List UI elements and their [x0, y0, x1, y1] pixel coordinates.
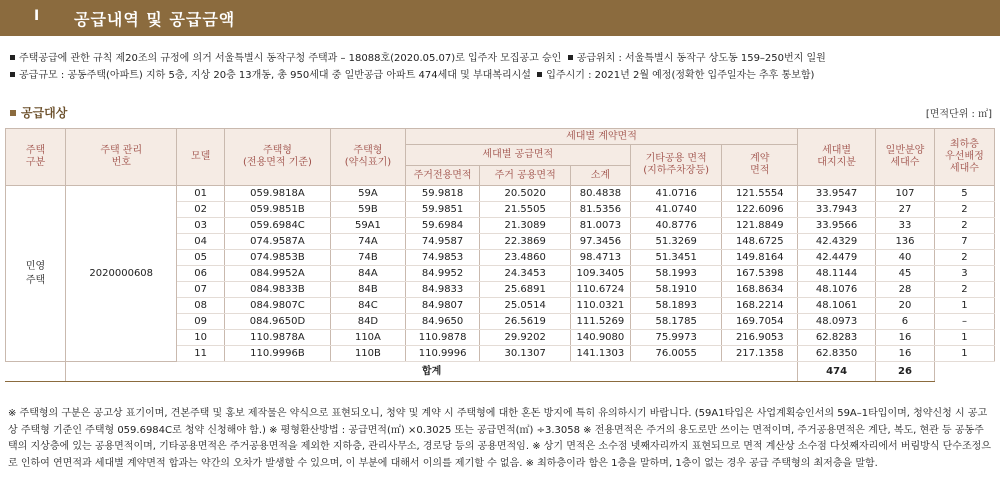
table-row	[6, 186, 995, 202]
cell-common-area: 21.5505	[480, 202, 570, 218]
cell-model: 01	[177, 186, 224, 202]
cell-short-type: 110A	[331, 330, 406, 346]
approval-notes	[10, 50, 995, 84]
cell-exclusive-area: 110.9996	[405, 346, 480, 362]
cell-contract-area: 121.5554	[722, 186, 798, 202]
cell-contract-area: 169.7054	[722, 314, 798, 330]
cell-other-common: 40.8776	[630, 218, 722, 234]
cell-contract-area: 122.6096	[722, 202, 798, 218]
bullet-icon	[10, 55, 15, 60]
cell-land-share: 33.9566	[798, 218, 876, 234]
cell-other-common: 41.0716	[630, 186, 722, 202]
subsection-heading	[10, 104, 67, 121]
cell-exclusive-area: 84.9807	[405, 298, 480, 314]
cell-contract-area: 167.5398	[722, 266, 798, 282]
cell-common-area: 23.4860	[480, 250, 570, 266]
cell-house-type: 110.9878A	[224, 330, 330, 346]
cell-general-units: 28	[876, 282, 935, 298]
cell-short-type: 84D	[331, 314, 406, 330]
note-row-1	[10, 50, 995, 67]
note-move-in: 입주시기 : 2021년 2월 예정(정확한 입주일자는 추후 통보함)	[546, 70, 815, 81]
cell-exclusive-area: 84.9650	[405, 314, 480, 330]
cell-common-area: 22.3869	[480, 234, 570, 250]
total-row	[6, 362, 995, 382]
cell-model: 08	[177, 298, 224, 314]
cell-exclusive-area: 59.9851	[405, 202, 480, 218]
cell-subtotal: 110.0321	[570, 298, 630, 314]
bullet-icon	[537, 72, 542, 77]
header-subtotal: 소계	[570, 166, 630, 186]
cell-other-common: 51.3451	[630, 250, 722, 266]
header-supply-area-group: 세대별 공급면적	[405, 145, 630, 166]
cell-common-area: 25.0514	[480, 298, 570, 314]
cell-model: 03	[177, 218, 224, 234]
cell-common-area: 21.3089	[480, 218, 570, 234]
header-other-common: 기타공용 면적 (지하주차장등)	[630, 145, 722, 186]
cell-land-share: 42.4329	[798, 234, 876, 250]
total-spacer	[6, 362, 66, 382]
header-model: 모델	[177, 129, 224, 186]
bullet-icon	[10, 72, 15, 77]
subsection-title: 공급대상	[21, 106, 68, 120]
header-exclusive-area: 주거전용면적	[405, 166, 480, 186]
cell-contract-area: 168.2214	[722, 298, 798, 314]
cell-house-type: 084.9807C	[224, 298, 330, 314]
cell-other-common: 75.9973	[630, 330, 722, 346]
cell-land-share: 48.0973	[798, 314, 876, 330]
header-short-type: 주택형 (약식표기)	[331, 129, 406, 186]
cell-other-common: 41.0740	[630, 202, 722, 218]
note-scale: 공급규모 : 공동주택(아파트) 지하 5층, 지상 20층 13개동, 총 950세대 중 일반공급 아파트 474세대 및 부대복리시설	[19, 70, 531, 81]
cell-common-area: 30.1307	[480, 346, 570, 362]
section-banner	[0, 0, 1000, 36]
footnote: ※ 주택형의 구분은 공고상 표기이며, 견본주택 및 홍보 제작물은 약식으로 표현되오니, 청약 및 계약 시 주택형에 대한 혼돈 방지에 특히 유의하시기 바랍니다. (59A1타입은 사업계획승인서의 59A–1타입이며, 청약신청 시 공고상 주택형 기준인 주택형 059.6984C로 청약 신청해야 함.) ※ 평형환산방법 : 공급면적(㎡) ×0.3025 또는 공급면적(㎡) ÷3.3058 ※ 전용면적은 주거의 용도로만 쓰이는 면적이며, 주거공용면적은 계단, 복도, 현관 등 공동주택의 지상층에 있는 공용면적이며, 기타공용면적은 주거공용면적을 제외한 지하층, 관리사무소, 경로당 등의 공용면적임. ※ 상기 면적은 소수점 넷째자리까지 표현되므로 면적 계산상 소수점 다섯째자리에서 버림방식 단수조정으로 인하여 연면적과 세대별 계약면적 합과는 약간의 오차가 발생할 수 있으며, 이 부분에 대해서 이의를 제기할 수 없음. ※ 최하층이라 함은 1층을 말하며, 1층이 없는 경우 공급 주택형의 최저층을 말함.	[8, 408, 991, 469]
note-location: 공급위치 : 서울특별시 동작구 상도동 159–250번지 일원	[576, 53, 826, 64]
total-lowest-floor: 26	[876, 362, 935, 382]
cell-other-common: 58.1993	[630, 266, 722, 282]
cell-lowest-floor: 2	[934, 218, 994, 234]
cell-land-share: 33.9547	[798, 186, 876, 202]
note-approval: 주택공급에 관한 규칙 제20조의 규정에 의거 서울특별시 동작구청 주택과 – 18088호(2020.05.07)로 입주자 모집공고 승인	[19, 53, 562, 64]
cell-subtotal: 140.9080	[570, 330, 630, 346]
cell-house-type: 084.9650D	[224, 314, 330, 330]
cell-exclusive-area: 74.9853	[405, 250, 480, 266]
header-contract-area-group: 세대별 계약면적	[405, 129, 797, 145]
cell-subtotal: 109.3405	[570, 266, 630, 282]
cell-short-type: 74B	[331, 250, 406, 266]
cell-model: 05	[177, 250, 224, 266]
cell-subtotal: 141.1303	[570, 346, 630, 362]
cell-land-share: 42.4479	[798, 250, 876, 266]
cell-land-share: 48.1144	[798, 266, 876, 282]
cell-general-units: 16	[876, 330, 935, 346]
area-unit-label: [면적단위 : ㎡]	[925, 109, 992, 120]
cell-short-type: 59B	[331, 202, 406, 218]
cell-general-units: 16	[876, 346, 935, 362]
cell-land-share: 48.1061	[798, 298, 876, 314]
cell-lowest-floor: 2	[934, 250, 994, 266]
cell-other-common: 51.3269	[630, 234, 722, 250]
cell-subtotal: 81.5356	[570, 202, 630, 218]
cell-model: 07	[177, 282, 224, 298]
cell-subtotal: 80.4838	[570, 186, 630, 202]
cell-contract-area: 168.8634	[722, 282, 798, 298]
cell-contract-area: 121.8849	[722, 218, 798, 234]
cell-model: 10	[177, 330, 224, 346]
cell-model: 02	[177, 202, 224, 218]
cell-general-units: 20	[876, 298, 935, 314]
cell-contract-area: 216.9053	[722, 330, 798, 346]
cell-house-type: 059.6984C	[224, 218, 330, 234]
cell-lowest-floor: 2	[934, 202, 994, 218]
cell-land-share: 62.8350	[798, 346, 876, 362]
cell-short-type: 110B	[331, 346, 406, 362]
cell-exclusive-area: 110.9878	[405, 330, 480, 346]
cell-lowest-floor: 1	[934, 346, 994, 362]
cell-subtotal: 81.0073	[570, 218, 630, 234]
square-bullet-icon	[10, 110, 16, 116]
cell-model: 04	[177, 234, 224, 250]
cell-lowest-floor: 5	[934, 186, 994, 202]
section-number: I	[34, 8, 40, 24]
cell-land-share: 33.7943	[798, 202, 876, 218]
supply-table	[5, 128, 995, 382]
cell-general-units: 33	[876, 218, 935, 234]
cell-common-area: 24.3453	[480, 266, 570, 282]
cell-subtotal: 98.4713	[570, 250, 630, 266]
total-label: 합계	[65, 362, 797, 382]
cell-house-type: 084.9952A	[224, 266, 330, 282]
cell-common-area: 26.5619	[480, 314, 570, 330]
cell-house-type: 110.9996B	[224, 346, 330, 362]
cell-general-units: 45	[876, 266, 935, 282]
cell-house-category: 민영 주택	[6, 186, 66, 362]
bullet-icon	[568, 55, 573, 60]
cell-exclusive-area: 84.9833	[405, 282, 480, 298]
cell-other-common: 58.1785	[630, 314, 722, 330]
cell-subtotal: 97.3456	[570, 234, 630, 250]
cell-lowest-floor: 1	[934, 298, 994, 314]
cell-short-type: 84C	[331, 298, 406, 314]
cell-lowest-floor: 2	[934, 282, 994, 298]
cell-lowest-floor: 3	[934, 266, 994, 282]
cell-land-share: 62.8283	[798, 330, 876, 346]
cell-general-units: 6	[876, 314, 935, 330]
header-house-type: 주택형 (전용면적 기준)	[224, 129, 330, 186]
cell-house-type: 074.9587A	[224, 234, 330, 250]
cell-short-type: 59A1	[331, 218, 406, 234]
cell-lowest-floor: –	[934, 314, 994, 330]
header-contract-area: 계약 면적	[722, 145, 798, 186]
cell-model: 11	[177, 346, 224, 362]
cell-model: 06	[177, 266, 224, 282]
cell-common-area: 25.6891	[480, 282, 570, 298]
cell-common-area: 20.5020	[480, 186, 570, 202]
cell-short-type: 59A	[331, 186, 406, 202]
cell-short-type: 74A	[331, 234, 406, 250]
cell-management-number: 2020000608	[65, 186, 177, 362]
cell-subtotal: 111.5269	[570, 314, 630, 330]
cell-house-type: 074.9853B	[224, 250, 330, 266]
cell-common-area: 29.9202	[480, 330, 570, 346]
total-general-units: 474	[798, 362, 876, 382]
header-house-category: 주택 구분	[6, 129, 66, 186]
section-title: 공급내역 및 공급금액	[74, 10, 236, 29]
cell-land-share: 48.1076	[798, 282, 876, 298]
header-land-share: 세대별 대지지분	[798, 129, 876, 186]
cell-contract-area: 148.6725	[722, 234, 798, 250]
cell-house-type: 084.9833B	[224, 282, 330, 298]
cell-contract-area: 217.1358	[722, 346, 798, 362]
header-management-number: 주택 관리 번호	[65, 129, 177, 186]
header-common-area: 주거 공용면적	[480, 166, 570, 186]
cell-house-type: 059.9818A	[224, 186, 330, 202]
header-lowest-floor: 최하층 우선배정 세대수	[934, 129, 994, 186]
cell-general-units: 40	[876, 250, 935, 266]
cell-lowest-floor: 1	[934, 330, 994, 346]
cell-short-type: 84A	[331, 266, 406, 282]
cell-short-type: 84B	[331, 282, 406, 298]
note-row-2	[10, 67, 995, 84]
cell-exclusive-area: 84.9952	[405, 266, 480, 282]
cell-contract-area: 149.8164	[722, 250, 798, 266]
header-general-units: 일반분양 세대수	[876, 129, 935, 186]
cell-other-common: 76.0055	[630, 346, 722, 362]
cell-general-units: 107	[876, 186, 935, 202]
cell-general-units: 27	[876, 202, 935, 218]
cell-exclusive-area: 59.9818	[405, 186, 480, 202]
cell-other-common: 58.1910	[630, 282, 722, 298]
cell-house-type: 059.9851B	[224, 202, 330, 218]
cell-other-common: 58.1893	[630, 298, 722, 314]
cell-exclusive-area: 59.6984	[405, 218, 480, 234]
cell-model: 09	[177, 314, 224, 330]
cell-general-units: 136	[876, 234, 935, 250]
cell-lowest-floor: 7	[934, 234, 994, 250]
cell-exclusive-area: 74.9587	[405, 234, 480, 250]
cell-subtotal: 110.6724	[570, 282, 630, 298]
